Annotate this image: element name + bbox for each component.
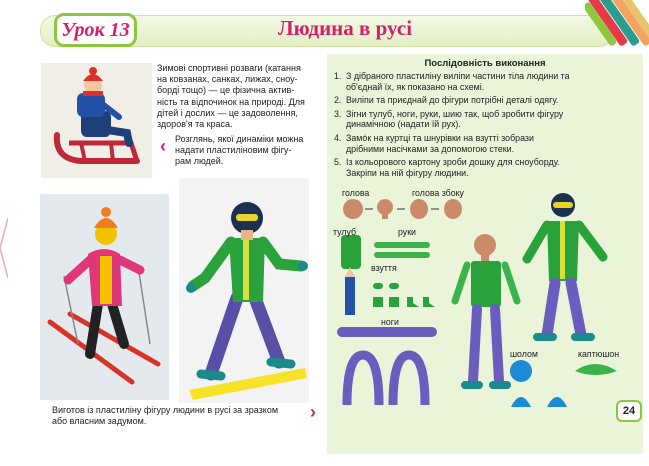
chevron-right-icon: › bbox=[310, 402, 316, 422]
step-line: дрібними насічками за допомогою стеки. bbox=[346, 143, 515, 154]
torso-shape bbox=[341, 235, 361, 269]
sled-figure-image bbox=[41, 63, 152, 178]
lesson-badge: Урок 13 bbox=[54, 13, 137, 47]
label-legs: ноги bbox=[381, 317, 399, 327]
intro-paragraph bbox=[157, 63, 325, 130]
prompt-line: рам людей. bbox=[175, 156, 224, 167]
page-title: Людина в русі bbox=[277, 16, 413, 40]
step-item bbox=[334, 95, 634, 106]
skier-figure-image bbox=[40, 194, 169, 400]
shoes-shapes bbox=[373, 283, 435, 307]
step-line: Із кольорового картону зроби дошку для сноуборду. bbox=[346, 156, 560, 167]
step-line: Замóк на куртці та шнурівки на взутті зобрази bbox=[346, 132, 534, 143]
intro-line: на ковзанах, санках, лижах, сноу- bbox=[157, 74, 298, 85]
step-item bbox=[334, 109, 634, 131]
step-item bbox=[334, 71, 634, 93]
step-number: 2. bbox=[334, 95, 342, 106]
prompt-line: Розглянь, якої динаміки можна bbox=[175, 134, 304, 144]
step-item bbox=[334, 133, 634, 155]
page-number: 24 bbox=[616, 400, 642, 422]
step-item bbox=[334, 157, 634, 179]
bottom-line: Виготов із пластиліну фігуру людини в русі за зразком bbox=[52, 405, 279, 415]
bottom-line: або власним задумом. bbox=[52, 416, 147, 427]
chevron-left-icon: ‹ bbox=[160, 136, 166, 156]
step-number: 1. bbox=[334, 71, 342, 81]
step-number: 4. bbox=[334, 132, 342, 143]
step-line: об'єднай їх, як показано на схемі. bbox=[346, 81, 485, 92]
photo-skier-figure bbox=[40, 194, 169, 400]
step-line: Зігни тулуб, ноги, руки, шию так, щоб зробити фігуру bbox=[346, 108, 564, 119]
dressed-figure-right bbox=[527, 193, 603, 337]
head-sequence bbox=[343, 199, 462, 219]
helmet-shape-2 bbox=[547, 397, 567, 407]
label-head: голова bbox=[342, 188, 370, 198]
page-edge-mark bbox=[0, 218, 8, 278]
step-number: 5. bbox=[334, 156, 342, 167]
arms-shape bbox=[377, 245, 427, 255]
prompt-line: надати пластиліновим фігу- bbox=[175, 145, 292, 156]
photo-sled-figure bbox=[41, 63, 152, 178]
assembly-diagram bbox=[327, 185, 643, 415]
step-line: Закріпи на ній фігуру людини. bbox=[346, 167, 469, 178]
step-line: Виліпи та приєднай до фігури потрібні деталі одягу. bbox=[346, 95, 559, 106]
label-torso: тулуб bbox=[333, 227, 357, 237]
bottom-paragraph bbox=[52, 405, 312, 427]
label-shoes: взуття bbox=[371, 263, 397, 273]
intro-line: здоров'я та краса. bbox=[157, 119, 233, 130]
helmet-shape bbox=[511, 397, 531, 407]
helmet-ball bbox=[510, 360, 532, 382]
steps-list bbox=[334, 71, 634, 181]
step-line: З дібраного пластиліну виліпи частини тіла людини та bbox=[346, 71, 570, 81]
intro-line: дітей і дослих — це задоволення, bbox=[157, 107, 298, 118]
assembled-figure-middle bbox=[455, 234, 517, 385]
step-line: динамічною (надати їй рух). bbox=[346, 119, 461, 130]
hood-shape bbox=[575, 364, 617, 375]
intro-line: борді тощо) — це фізична актив- bbox=[157, 85, 295, 96]
label-arms: руки bbox=[398, 227, 416, 237]
photo-snowboarder-figure bbox=[179, 178, 309, 403]
prompt-paragraph bbox=[175, 134, 325, 168]
label-helmet: шолом bbox=[510, 349, 538, 359]
intro-line: Зимові спортивні розваги (катання bbox=[157, 63, 301, 73]
intro-line: ність та відпочинок на природі. Для bbox=[157, 96, 305, 107]
label-head-side: голова збоку bbox=[412, 188, 464, 198]
label-hood: каптюшон bbox=[578, 349, 620, 359]
steps-title: Послідовність виконання bbox=[424, 58, 546, 69]
legs-roll bbox=[337, 327, 437, 337]
snowboarder-figure-image bbox=[179, 178, 309, 403]
legs-bent bbox=[347, 355, 425, 405]
stack-tool bbox=[345, 277, 355, 315]
step-number: 3. bbox=[334, 108, 342, 119]
